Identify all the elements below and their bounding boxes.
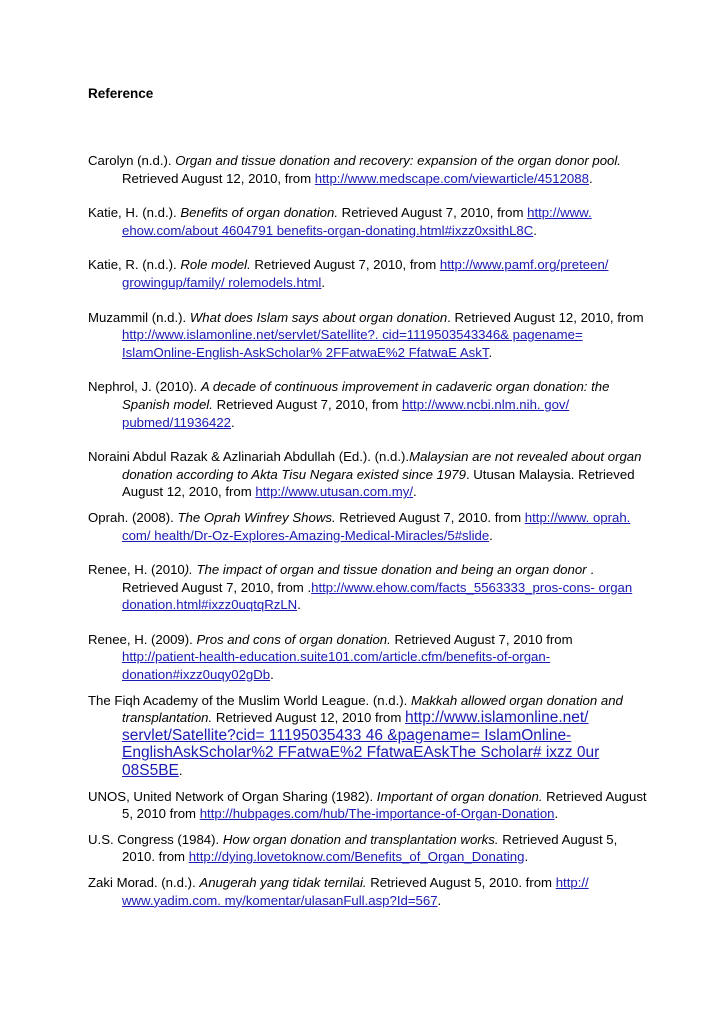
reference-end: . [321, 274, 326, 290]
reference-author: Zaki Morad. (n.d.). [88, 875, 200, 890]
reference-end: . [437, 892, 442, 908]
reference-end: . [178, 763, 183, 779]
reference-entry [88, 692, 648, 780]
reference-entry [88, 152, 648, 187]
reference-author: Katie, R. (n.d.). [88, 257, 181, 273]
reference-retrieved: Retrieved August 12, 2010, from [122, 170, 315, 186]
reference-retrieved: Retrieved August 12, 2010 from [212, 710, 405, 726]
reference-author: The Fiqh Academy of the Muslim World League. (n.d.). [88, 692, 411, 708]
reference-link[interactable]: http://www.ncbi.nlm.nih. gov/ pubmed/11936422 [122, 396, 570, 430]
reference-link[interactable]: http://www.pamf.org/preteen/ growingup/family/ rolemodels.html [122, 257, 609, 290]
reference-author: Noraini Abdul Razak & Azlinariah Abdullah (Ed.). (n.d.). [88, 449, 410, 465]
reference-end: . [489, 527, 493, 543]
reference-title: Malaysian are not revealed about organ donation according to Akta Tisu Negara existed since 1979 [122, 449, 642, 482]
reference-end: . [297, 597, 301, 613]
reference-end: . [533, 222, 537, 238]
reference-entry [88, 561, 648, 614]
reference-list [88, 152, 648, 926]
reference-author: Nephrol, J. (2010). [88, 379, 201, 395]
reference-retrieved: Retrieved August 7, 2010, from [250, 257, 440, 273]
reference-link[interactable]: http://hubpages.com/hub/The-importance-of-Organ-Donation [199, 806, 555, 822]
reference-author: Oprah. (2008). [88, 509, 178, 525]
reference-title: Anugerah yang tidak ternilai. [199, 875, 367, 890]
reference-author: Renee, H. (2010 [88, 562, 185, 578]
reference-end: . [588, 170, 593, 186]
reference-end: . [488, 344, 493, 360]
reference-title: A decade of continuous improvement in cadaveric organ donation: the Spanish model. [122, 379, 610, 412]
reference-retrieved: Retrieved August 7, 2010 from [390, 631, 573, 647]
reference-end: . [231, 414, 235, 430]
reference-retrieved: Retrieved August 7, 2010, from [212, 396, 403, 412]
reference-link[interactable]: http://www.ehow.com/facts_5563333_pros-cons- organ donation.html#ixzz0uqtqRzLN [122, 579, 633, 613]
reference-entry [88, 378, 648, 431]
reference-author: Renee, H. (2009). [88, 631, 197, 647]
reference-title: Role model. [180, 257, 251, 273]
reference-retrieved: . Retrieved August 12, 2010, from [447, 309, 644, 325]
reference-retrieved: Retrieved August 7, 2010. from [335, 509, 525, 525]
reference-link[interactable]: http://dying.lovetoknow.com/Benefits_of_Organ_Donating [188, 849, 525, 865]
reference-link[interactable]: http://www.islamonline.net/servlet/Satellite?. cid=1119503543346& pagename= IslamOnline-English-AskScholar% 2FFatwaE%2 FfatwaE AskT [122, 327, 583, 360]
reference-title: Makkah allowed organ donation and transplantation. [122, 692, 623, 726]
reference-link[interactable]: http://www.medscape.com/viewarticle/4512088 [314, 170, 589, 186]
reference-title: ). The impact of organ and tissue donation and being an organ donor [184, 562, 587, 578]
reference-end: . [413, 484, 417, 500]
reference-author: U.S. Congress (1984). [88, 831, 223, 847]
reference-retrieved: . Retrieved August 7, 2010, from . [122, 562, 594, 595]
reference-retrieved: . Utusan Malaysia. Retrieved August 12, 2010, from [122, 466, 635, 500]
reference-author: Katie, H. (n.d.). [88, 205, 181, 221]
reference-link[interactable]: http://www. oprah. com/ health/Dr-Oz-Explores-Amazing-Medical-Miracles/5#slide [122, 509, 631, 543]
reference-retrieved: Retrieved August 5, 2010. from [122, 831, 618, 865]
reference-entry [88, 448, 648, 501]
reference-title: Important of organ donation. [376, 788, 543, 804]
reference-link[interactable]: http://patient-health-education.suite101.com/article.cfm/benefits-of-organ- donation#ixzz0uqy02gDb [122, 649, 551, 683]
reference-entry [88, 256, 648, 291]
reference-title: How organ donation and transplantation works. [222, 831, 499, 847]
reference-end: . [554, 806, 559, 822]
reference-entry [88, 631, 648, 684]
reference-end: . [524, 849, 529, 865]
reference-end: . [270, 667, 274, 683]
reference-title: The Oprah Winfrey Shows. [177, 509, 336, 525]
reference-title: Benefits of organ donation. [180, 205, 338, 221]
reference-title: Pros and cons of organ donation. [196, 631, 391, 647]
reference-author: UNOS, United Network of Organ Sharing (1982). [88, 788, 377, 804]
reference-entry [88, 204, 648, 239]
reference-entry [88, 788, 648, 823]
reference-entry [88, 874, 648, 909]
reference-link[interactable]: http://www.islamonline.net/ servlet/Satellite?cid= 11195035433 46 &pagename= IslamOnline- EnglishAskScholar%2 FFatwaE%2 FfatwaEAskThe Scholar# ixzz 0ur 08S5BE [122, 709, 600, 780]
reference-link[interactable]: http://www. ehow.com/about 4604791 benefits-organ-donating.html#ixzz0xsithL8C [122, 205, 592, 238]
reference-author: Muzammil (n.d.). [88, 309, 190, 325]
reference-title: What does Islam says about organ donation [189, 309, 448, 325]
reference-entry [88, 831, 648, 866]
reference-link[interactable]: http://www.utusan.com.my/ [255, 484, 413, 500]
reference-link[interactable]: http:// www.yadim.com. my/komentar/ulasanFull.asp?Id=567 [122, 875, 589, 908]
reference-retrieved: Retrieved August 5, 2010 from [122, 788, 647, 822]
reference-entry [88, 509, 648, 544]
reference-entry [88, 309, 648, 362]
page-heading: Reference [88, 86, 154, 101]
reference-author: Carolyn (n.d.). [88, 153, 176, 168]
reference-retrieved: Retrieved August 5, 2010. from [366, 875, 556, 890]
reference-retrieved: Retrieved August 7, 2010, from [338, 205, 528, 221]
reference-title: Organ and tissue donation and recovery: expansion of the organ donor pool. [175, 153, 621, 168]
